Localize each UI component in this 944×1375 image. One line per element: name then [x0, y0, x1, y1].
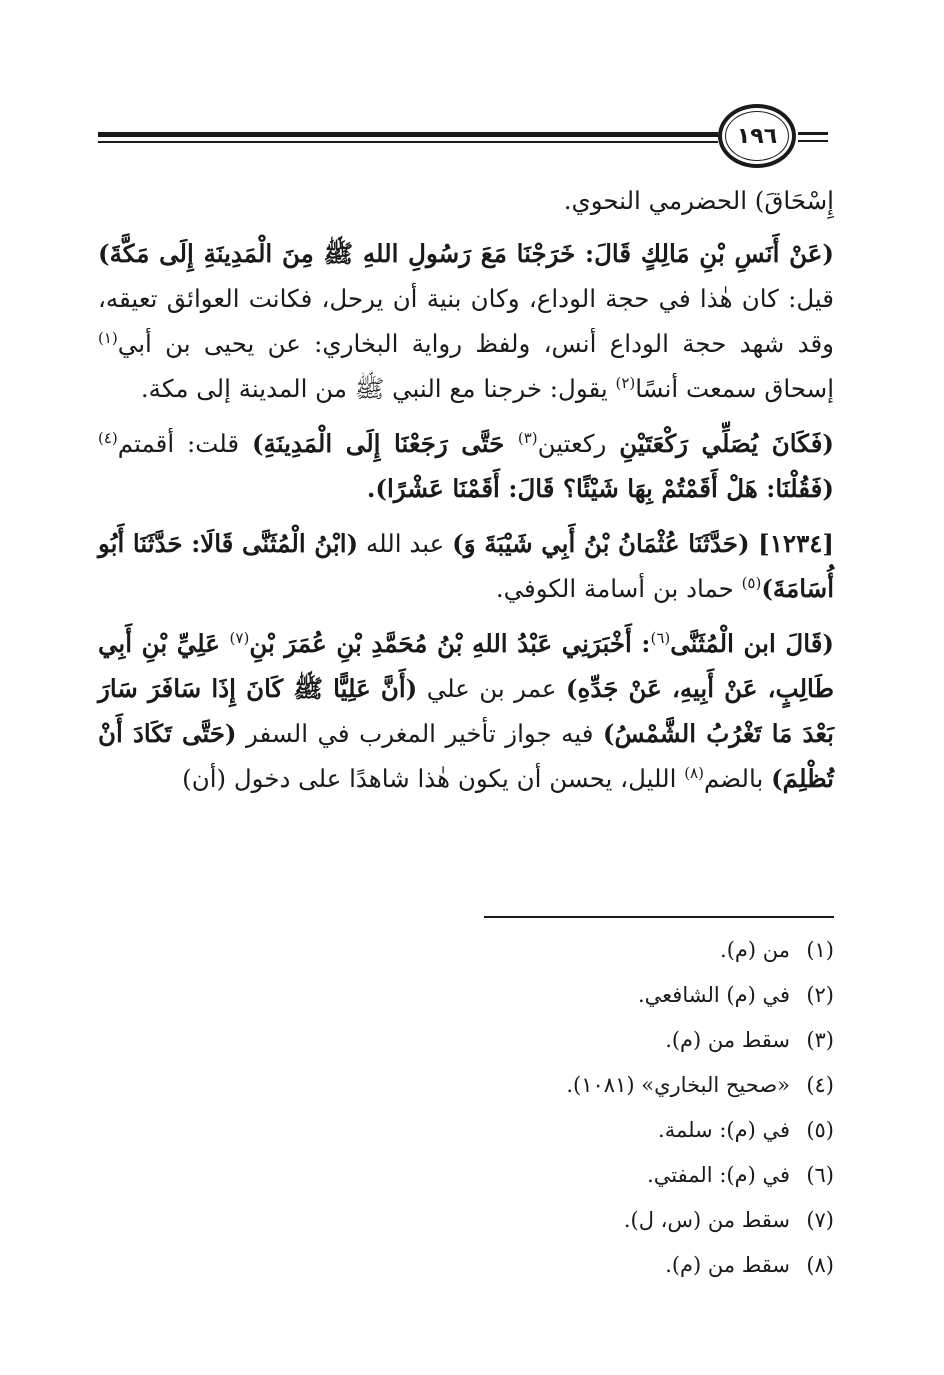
commentary-text: بالضم: [703, 764, 772, 793]
footnote-number: (٧): [806, 1208, 834, 1232]
commentary-text: عمر بن علي: [417, 674, 566, 703]
hadith-text: (فَقُلْنَا: هَلْ أَقَمْتُمْ بِهَا شَيْئًا؟ قَالَ: أَقَمْنَا عَشْرًا).: [366, 474, 834, 503]
footnote-number: (٨): [806, 1253, 834, 1277]
footnote-item: [234, 1198, 834, 1243]
commentary-text: الليل، يحسن أن يكون هٰذا شاهدًا على دخول (أن): [182, 764, 685, 793]
footnote-item: [234, 1243, 834, 1288]
hadith-text: (عَنْ أَنَسِ بْنِ مَالِكٍ قَالَ: خَرَجْنَا مَعَ رَسُولِ اللهِ ﷺ مِنَ الْمَدِينَةِ إِلَى مَكَّةَ): [98, 239, 834, 268]
header-rule-right-bottom: [798, 140, 828, 142]
footnote-marker: (١): [98, 328, 118, 347]
page-number: ١٩٦: [736, 123, 778, 149]
hadith-text: حَتَّى رَجَعْنَا إِلَى الْمَدِينَةِ): [251, 429, 518, 458]
footnote-text: سقط من (س، ل).: [623, 1208, 790, 1232]
footnote-divider: [484, 916, 834, 918]
commentary-text: يقول: خرجنا مع النبي ﷺ من المدينة إلى مكة.: [140, 374, 616, 403]
footnote-number: (٥): [806, 1118, 834, 1142]
footnote-item: [234, 928, 834, 973]
footnote-item: [234, 973, 834, 1018]
footnote-text: في (م): المفتي.: [647, 1163, 790, 1187]
footnote-number: (٤): [806, 1073, 834, 1097]
main-text: [98, 178, 834, 811]
footnote-item: [234, 1018, 834, 1063]
footnote-marker: (٣): [517, 428, 538, 447]
footnote-text: سقط من (م).: [665, 1253, 790, 1277]
commentary-text: قلت: أقمتم: [117, 429, 252, 458]
paragraph: [98, 421, 834, 511]
footnote-text: في (م) الشافعي.: [638, 983, 790, 1007]
commentary-text: قيل: كان هٰذا في حجة الوداع، وكان بنية أن يرحل، فكانت العوائق تعيقه، وقد شهد حجة الوداع أنس، ولفظ رواية البخاري: عن يحيى بن أبي: [98, 284, 834, 358]
page-number-badge: [718, 104, 796, 168]
footnote-number: (٣): [806, 1028, 834, 1052]
footnote-marker: (٧): [229, 628, 250, 647]
hadith-text: (فَكَانَ يُصَلِّي رَكْعَتَيْنِ: [619, 429, 834, 458]
hadith-text: (قَالَ ابن الْمُثَنَّى: [670, 629, 834, 658]
footnote-text: «صحيح البخاري» (١٠٨١).: [566, 1073, 790, 1097]
commentary-text: إِسْحَاقَ) الحضرمي النحوي.: [563, 186, 834, 215]
footnote-marker: (٦): [650, 628, 671, 647]
paragraph: [98, 231, 834, 411]
footnote-text: سقط من (م).: [665, 1028, 790, 1052]
footnote-item: [234, 1108, 834, 1153]
commentary-text: ركعتين: [537, 429, 620, 458]
footnote-text: في (م): سلمة.: [658, 1118, 790, 1142]
hadith-text: [١٢٣٤] (حَدَّثَنَا عُثْمَانُ بْنُ أَبِي شَيْبَةَ وَ): [452, 529, 834, 558]
hadith-text: : أَخْبَرَنِي عَبْدُ اللهِ بْنُ مُحَمَّدِ بْنِ عُمَرَ بْنِ: [249, 629, 651, 658]
page-header: [98, 100, 828, 170]
footnote-marker: (٤): [98, 428, 118, 447]
paragraph: [98, 621, 834, 801]
footnote-text: من (م).: [720, 938, 790, 962]
commentary-text: إسحاق سمعت أنسًا: [635, 374, 834, 403]
hadith-text: (حَتَّى تَكَادَ أَنْ تُظْلِمَ): [98, 719, 834, 793]
footnotes-list: [234, 928, 834, 1288]
footnote-marker: (٢): [615, 373, 636, 392]
footnote-item: [234, 1153, 834, 1198]
hadith-text: عَلِيِّ بْنِ أَبِي طَالِبٍ، عَنْ أَبِيهِ، عَنْ جَدِّهِ): [98, 629, 834, 703]
footnote-number: (٢): [806, 983, 834, 1007]
paragraph: [98, 521, 834, 611]
header-rule-thin: [98, 141, 718, 143]
footnote-marker: (٥): [741, 573, 762, 592]
paragraph: [98, 178, 834, 223]
hadith-text: (ابْنُ الْمُثَنَّى قَالَا: حَدَّثَنَا أَبُو أُسَامَةَ): [98, 529, 834, 603]
footnote-marker: (٨): [684, 763, 704, 782]
header-rule-right-top: [798, 132, 828, 135]
commentary-text: فيه جواز تأخير المغرب في السفر: [236, 719, 603, 748]
commentary-text: حماد بن أسامة الكوفي.: [495, 574, 742, 603]
footnote-item: [234, 1063, 834, 1108]
hadith-text: (أَنَّ عَلِيًّا ﷺ كَانَ إِذَا سَافَرَ سَارَ بَعْدَ مَا تَغْرُبُ الشَّمْسُ): [98, 674, 834, 748]
footnote-number: (١): [806, 938, 834, 962]
commentary-text: عبد الله: [358, 529, 453, 558]
footnote-number: (٦): [806, 1163, 834, 1187]
header-rule-thick: [98, 132, 718, 137]
